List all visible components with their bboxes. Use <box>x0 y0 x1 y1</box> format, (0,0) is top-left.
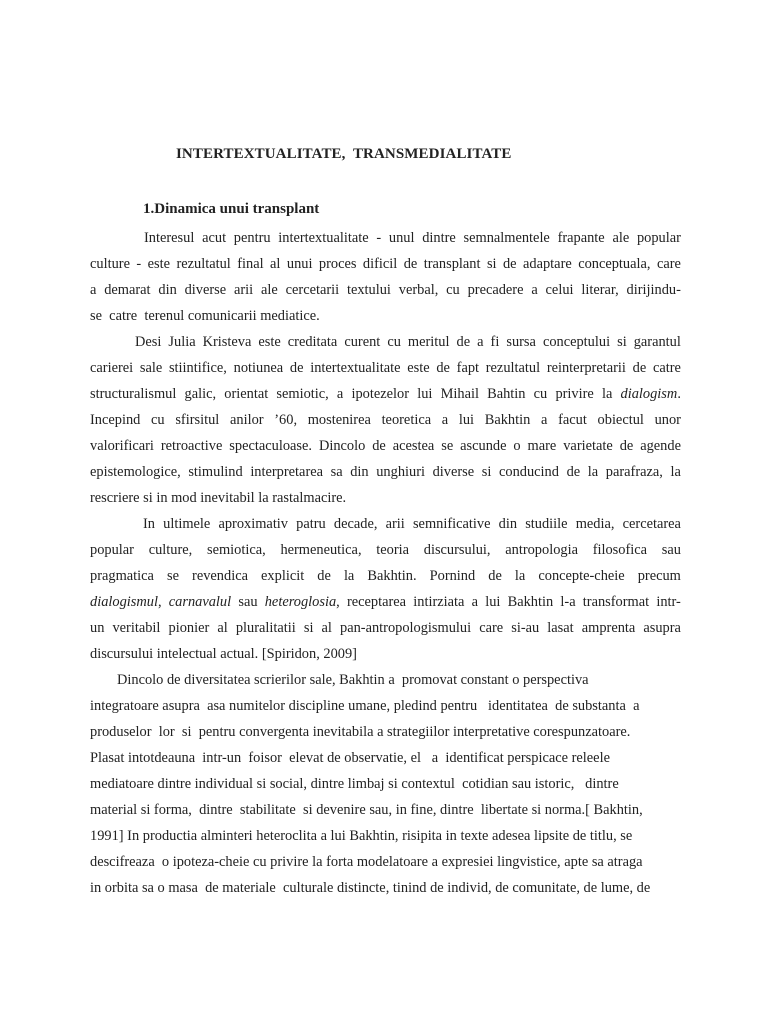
word: Kristeva <box>202 334 252 350</box>
word: - <box>376 230 382 246</box>
word: pentru <box>233 230 271 246</box>
word: a <box>477 334 484 350</box>
word: care <box>479 620 504 636</box>
word: a <box>471 594 479 610</box>
word: meritul <box>407 334 450 350</box>
word: galic, <box>184 386 217 402</box>
word: veritabil <box>112 620 161 636</box>
word: Interesul <box>144 230 195 246</box>
text-segment: discursului intelectual actual. [Spiridon, 2009] <box>90 646 357 662</box>
word: ale <box>612 230 630 246</box>
word: l-a <box>560 594 576 610</box>
word: dirijindu- <box>626 282 681 298</box>
word: lui <box>417 386 433 402</box>
word: a <box>541 412 548 428</box>
word: catre <box>652 360 681 376</box>
word: Bakhtin <box>507 594 554 610</box>
text-line <box>90 589 681 615</box>
word: Desi <box>135 334 162 350</box>
word: sfirsitul <box>175 412 220 428</box>
word: aproximativ <box>218 516 289 532</box>
word: o <box>513 438 521 454</box>
word: patru <box>296 516 326 532</box>
word: se <box>166 568 179 584</box>
word: celui <box>545 282 574 298</box>
text-line <box>90 225 681 251</box>
word: rezultatul <box>176 256 231 272</box>
text-line <box>90 511 681 537</box>
word: media, <box>575 516 615 532</box>
text-segment: mediatoare dintre individual si social, dintre limbaj si contextul cotidian sau istoric, dintre <box>90 776 619 792</box>
word: acut <box>202 230 227 246</box>
word: a <box>336 386 344 402</box>
word: stimulind <box>188 464 243 480</box>
word: unor <box>654 412 681 428</box>
word: de <box>456 334 471 350</box>
word: receptarea <box>346 594 407 610</box>
word: orientat <box>224 386 269 402</box>
word: garantul <box>633 334 681 350</box>
word: stiintifice, <box>168 360 227 376</box>
word: ’60, <box>274 412 298 428</box>
word: Julia <box>168 334 196 350</box>
word: la <box>587 464 599 480</box>
word: intertextualitate <box>310 360 401 376</box>
text-segment: se catre terenul comunicarii mediatice. <box>90 308 320 324</box>
word: interpretarea <box>250 464 324 480</box>
word: agende <box>640 438 681 454</box>
word: pluralitatii <box>235 620 296 636</box>
word: revendica <box>192 568 248 584</box>
word: de <box>502 256 517 272</box>
word: Bahtin <box>487 386 526 402</box>
text-segment: descifreaza o ipoteza-cheie cu privire la forta modelatoare a expresiei lingvistice, apte sa atraga <box>90 854 643 870</box>
word: intirziata <box>413 594 465 610</box>
word: arii <box>385 516 405 532</box>
text-line <box>90 771 681 797</box>
word: precadere <box>467 282 524 298</box>
word: cu <box>387 334 401 350</box>
word: cu <box>151 412 165 428</box>
word: discursului, <box>423 542 491 558</box>
word: literar, <box>581 282 619 298</box>
word: sursa <box>506 334 536 350</box>
word: din <box>498 516 518 532</box>
word: unul <box>388 230 415 246</box>
word: este <box>147 256 171 272</box>
word: teoria <box>376 542 410 558</box>
text-segment: rescriere si in mod inevitabil la rastalmacire. <box>90 490 347 506</box>
word: care <box>656 256 681 272</box>
word: de <box>488 568 502 584</box>
text-line <box>90 693 681 719</box>
word: heteroglosia, <box>264 594 340 610</box>
word: popular <box>90 542 134 558</box>
word: a <box>531 282 538 298</box>
text-line <box>90 381 681 407</box>
word: de <box>436 360 450 376</box>
word: studiile <box>525 516 568 532</box>
word: mostenirea <box>307 412 371 428</box>
word: carierei <box>90 360 134 376</box>
word: este <box>407 360 430 376</box>
text-line <box>90 667 681 693</box>
text-line <box>90 563 681 589</box>
word: obiectul <box>597 412 644 428</box>
word: sau <box>238 594 258 610</box>
word: demarat <box>104 282 151 298</box>
word: se <box>441 438 454 454</box>
word: pan-antropologismului <box>340 620 472 636</box>
word: este <box>258 334 281 350</box>
word: si <box>303 620 314 636</box>
word: conceptuala, <box>578 256 651 272</box>
word: decade, <box>333 516 378 532</box>
word: de <box>619 438 634 454</box>
word: explicit <box>261 568 305 584</box>
word: si <box>617 334 627 350</box>
word: retroactive <box>160 438 223 454</box>
word: si-au <box>511 620 540 636</box>
word: al <box>217 620 228 636</box>
text-line <box>90 485 681 511</box>
word: din <box>350 464 369 480</box>
word: In <box>143 516 155 532</box>
word: transformat <box>582 594 650 610</box>
word: cu <box>446 282 460 298</box>
word: conducind <box>499 464 559 480</box>
word: la <box>670 464 681 480</box>
word: valorificari <box>90 438 154 454</box>
word: Mihail <box>440 386 479 402</box>
word: la <box>601 386 613 402</box>
word: diverse <box>432 464 475 480</box>
word: notiunea <box>233 360 284 376</box>
text-segment: material si forma, dintre stabilitate si devenire sau, in fine, dintre libertate si norma.[ Bakhtin, <box>90 802 643 818</box>
word: adaptare <box>523 256 572 272</box>
text-line <box>90 849 681 875</box>
word: precum <box>637 568 681 584</box>
text-line <box>90 355 681 381</box>
word: cu <box>533 386 548 402</box>
word: privire <box>555 386 594 402</box>
word: filosofica <box>592 542 648 558</box>
word: unui <box>286 256 313 272</box>
text-line <box>90 459 681 485</box>
word: ascunde <box>460 438 507 454</box>
word: ipotezelor <box>351 386 410 402</box>
word: cercetarea <box>622 516 681 532</box>
word: lui <box>485 594 501 610</box>
text-line <box>90 303 681 329</box>
word: din <box>158 282 177 298</box>
word: sa <box>330 464 343 480</box>
word: textului <box>346 282 391 298</box>
word: Bakhtin. <box>367 568 417 584</box>
word: culture <box>90 256 130 272</box>
text-line <box>90 329 681 355</box>
word: si <box>481 464 492 480</box>
word: semiotic, <box>276 386 329 402</box>
text-segment: Plasat intotdeauna intr-un foisor elevat de observatie, el a identificat perspicace releele <box>90 750 610 766</box>
word: culture, <box>148 542 193 558</box>
text-line <box>90 433 681 459</box>
word: dialogism. <box>620 386 681 402</box>
word: la <box>514 568 526 584</box>
text-line <box>90 251 681 277</box>
word: reinterpretarii <box>546 360 626 376</box>
word: lui <box>458 412 475 428</box>
section-heading: 1.Dinamica unui transplant <box>143 201 320 217</box>
text-line <box>90 641 681 667</box>
word: intr- <box>656 594 681 610</box>
word: pragmatica <box>90 568 154 584</box>
word: semnificative <box>412 516 491 532</box>
text-line <box>90 823 681 849</box>
text-segment: in orbita sa o masa de materiale culturale distincte, tinind de individ, de comunitate, de lume, de <box>90 880 651 896</box>
word: diverse <box>184 282 227 298</box>
word: cercetarii <box>285 282 340 298</box>
word: dintre <box>422 230 456 246</box>
word: de <box>403 256 418 272</box>
word: parafraza, <box>605 464 663 480</box>
word: a <box>90 282 97 298</box>
word: mare <box>527 438 557 454</box>
text-segment: 1991] In productia alminteri heteroclita a lui Bakhtin, risipita in texte adesea lipsite de titlu, se <box>90 828 633 844</box>
word: de <box>317 568 331 584</box>
word: ultimele <box>163 516 211 532</box>
word: unghiuri <box>376 464 425 480</box>
word: al <box>321 620 332 636</box>
word: semiotica, <box>206 542 266 558</box>
text-segment: integratoare asupra asa numitelor discipline umane, pledind pentru identitatea de substanta a <box>90 698 640 714</box>
word: verbal, <box>398 282 439 298</box>
word: amprenta <box>581 620 636 636</box>
word: facut <box>558 412 587 428</box>
word: curent <box>344 334 381 350</box>
text-line <box>90 615 681 641</box>
word: Pornind <box>429 568 476 584</box>
word: Bakhtin <box>484 412 531 428</box>
word: proces <box>318 256 357 272</box>
word: un <box>90 620 105 636</box>
word: frapante <box>557 230 605 246</box>
word: semnalmentele <box>463 230 550 246</box>
word: creditata <box>287 334 338 350</box>
word: - <box>136 256 142 272</box>
text-segment: Dincolo de diversitatea scrierilor sale, Bakhtin a promovat constant o perspectiva <box>117 672 589 688</box>
document-title: INTERTEXTUALITATE, TRANSMEDIALITATE <box>176 146 512 162</box>
word: lasat <box>547 620 574 636</box>
text-line <box>90 875 681 901</box>
text-line <box>90 407 681 433</box>
body-text <box>90 225 681 901</box>
text-line <box>90 277 681 303</box>
word: sau <box>661 542 681 558</box>
word: concepte-cheie <box>538 568 625 584</box>
word: de <box>372 438 386 454</box>
text-line <box>90 797 681 823</box>
word: a <box>441 412 449 428</box>
word: dialogismul, <box>90 594 162 610</box>
word: si <box>486 256 497 272</box>
word: transplant <box>423 256 481 272</box>
word: structuralismul <box>90 386 177 402</box>
word: ale <box>261 282 278 298</box>
word: spectaculoase. <box>229 438 313 454</box>
word: sale <box>139 360 163 376</box>
word: pionier <box>168 620 210 636</box>
word: asupra <box>643 620 681 636</box>
word: epistemologice, <box>90 464 181 480</box>
word: teoretica <box>381 412 432 428</box>
word: antropologia <box>505 542 578 558</box>
word: la <box>343 568 355 584</box>
word: de <box>632 360 647 376</box>
text-segment: produselor lor si pentru convergenta inevitabila a strategiilor interpretative corespunzatoare. <box>90 724 631 740</box>
word: acestea <box>392 438 435 454</box>
word: conceptului <box>542 334 611 350</box>
word: hermeneutica, <box>280 542 362 558</box>
word: Dincolo <box>318 438 366 454</box>
word: varietate <box>563 438 613 454</box>
text-line <box>90 745 681 771</box>
word: de <box>289 360 304 376</box>
word: rezultatul <box>485 360 541 376</box>
word: fapt <box>456 360 480 376</box>
word: dificil <box>362 256 398 272</box>
word: intertextualitate <box>278 230 369 246</box>
word: final <box>237 256 264 272</box>
word: fi <box>490 334 500 350</box>
word: arii <box>234 282 254 298</box>
text-line <box>90 537 681 563</box>
word: popular <box>636 230 681 246</box>
word: al <box>270 256 281 272</box>
word: Incepind <box>90 412 141 428</box>
word: de <box>566 464 581 480</box>
word: anilor <box>230 412 264 428</box>
text-line <box>90 719 681 745</box>
word: carnavalul <box>168 594 232 610</box>
